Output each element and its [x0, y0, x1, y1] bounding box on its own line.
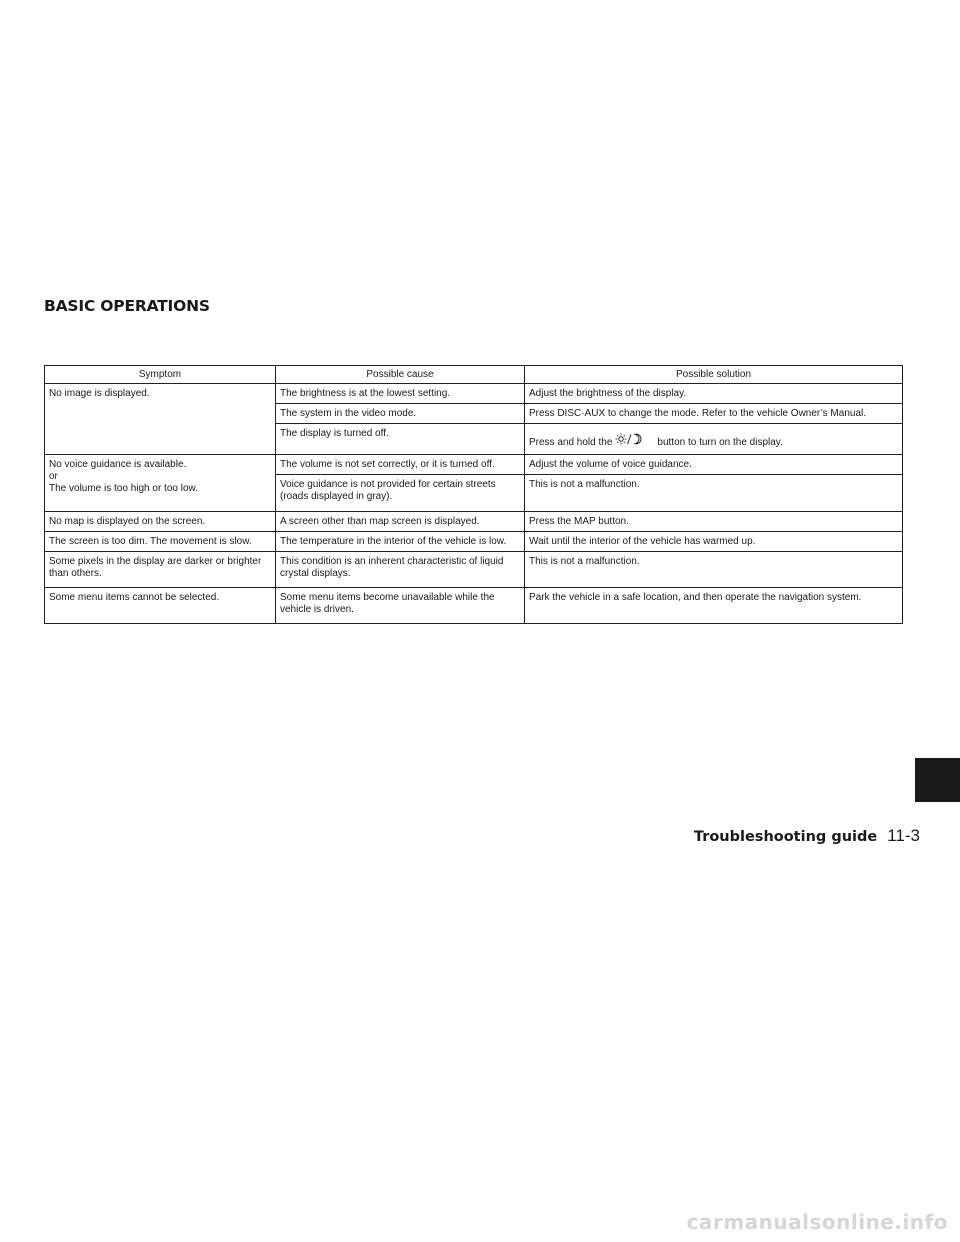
cause-cell: A screen other than map screen is displayed. — [276, 512, 525, 532]
troubleshooting-table — [44, 365, 903, 624]
solution-text-after: button to turn on the display. — [657, 437, 783, 448]
table-header-row — [45, 366, 903, 384]
solution-cell: Adjust the brightness of the display. — [525, 384, 903, 404]
table-row — [45, 552, 903, 588]
table-row — [45, 512, 903, 532]
chapter-tab-marker — [915, 758, 960, 802]
cause-cell: Some menu items become unavailable while the vehicle is driven. — [276, 588, 525, 624]
solution-cell — [525, 424, 903, 455]
solution-cell: Press the MAP button. — [525, 512, 903, 532]
table-row — [45, 455, 903, 475]
cause-cell: The display is turned off. — [276, 424, 525, 455]
symptom-cell: The screen is too dim. The movement is slow. — [45, 532, 276, 552]
symptom-cell: No map is displayed on the screen. — [45, 512, 276, 532]
symptom-cell: No image is displayed. — [45, 384, 276, 455]
symptom-line: The volume is too high or too low. — [49, 483, 198, 494]
cause-cell: This condition is an inherent characteristic of liquid crystal displays. — [276, 552, 525, 588]
cause-cell: The system in the video mode. — [276, 404, 525, 424]
footer-chapter-title: Troubleshooting guide — [693, 829, 878, 845]
solution-cell: Park the vehicle in a safe location, and then operate the navigation system. — [525, 588, 903, 624]
cause-cell: Voice guidance is not provided for certain streets (roads displayed in gray). — [276, 475, 525, 512]
day-night-icon — [615, 433, 653, 451]
symptom-line: No voice guidance is available. — [49, 459, 187, 470]
cause-cell: The temperature in the interior of the vehicle is low. — [276, 532, 525, 552]
header-possible-cause: Possible cause — [276, 366, 525, 384]
table-row — [45, 384, 903, 404]
table-row — [45, 532, 903, 552]
solution-text-before: Press and hold the — [529, 437, 613, 448]
symptom-line: or — [49, 471, 58, 482]
symptom-cell — [45, 455, 276, 512]
header-possible-solution: Possible solution — [525, 366, 903, 384]
table-row — [45, 588, 903, 624]
cause-cell: The volume is not set correctly, or it is turned off. — [276, 455, 525, 475]
symptom-cell: Some menu items cannot be selected. — [45, 588, 276, 624]
section-heading: BASIC OPERATIONS — [44, 297, 210, 315]
solution-cell: Press DISC·AUX to change the mode. Refer to the vehicle Owner’s Manual. — [525, 404, 903, 424]
solution-cell: Adjust the volume of voice guidance. — [525, 455, 903, 475]
solution-cell: This is not a malfunction. — [525, 475, 903, 512]
header-symptom: Symptom — [45, 366, 276, 384]
cause-cell: The brightness is at the lowest setting. — [276, 384, 525, 404]
solution-cell: This is not a malfunction. — [525, 552, 903, 588]
solution-cell: Wait until the interior of the vehicle has warmed up. — [525, 532, 903, 552]
footer-page-number: 11-3 — [887, 826, 920, 845]
symptom-cell: Some pixels in the display are darker or brighter than others. — [45, 552, 276, 588]
page-footer — [694, 826, 920, 846]
watermark: carmanualsonline.info — [686, 1210, 948, 1234]
